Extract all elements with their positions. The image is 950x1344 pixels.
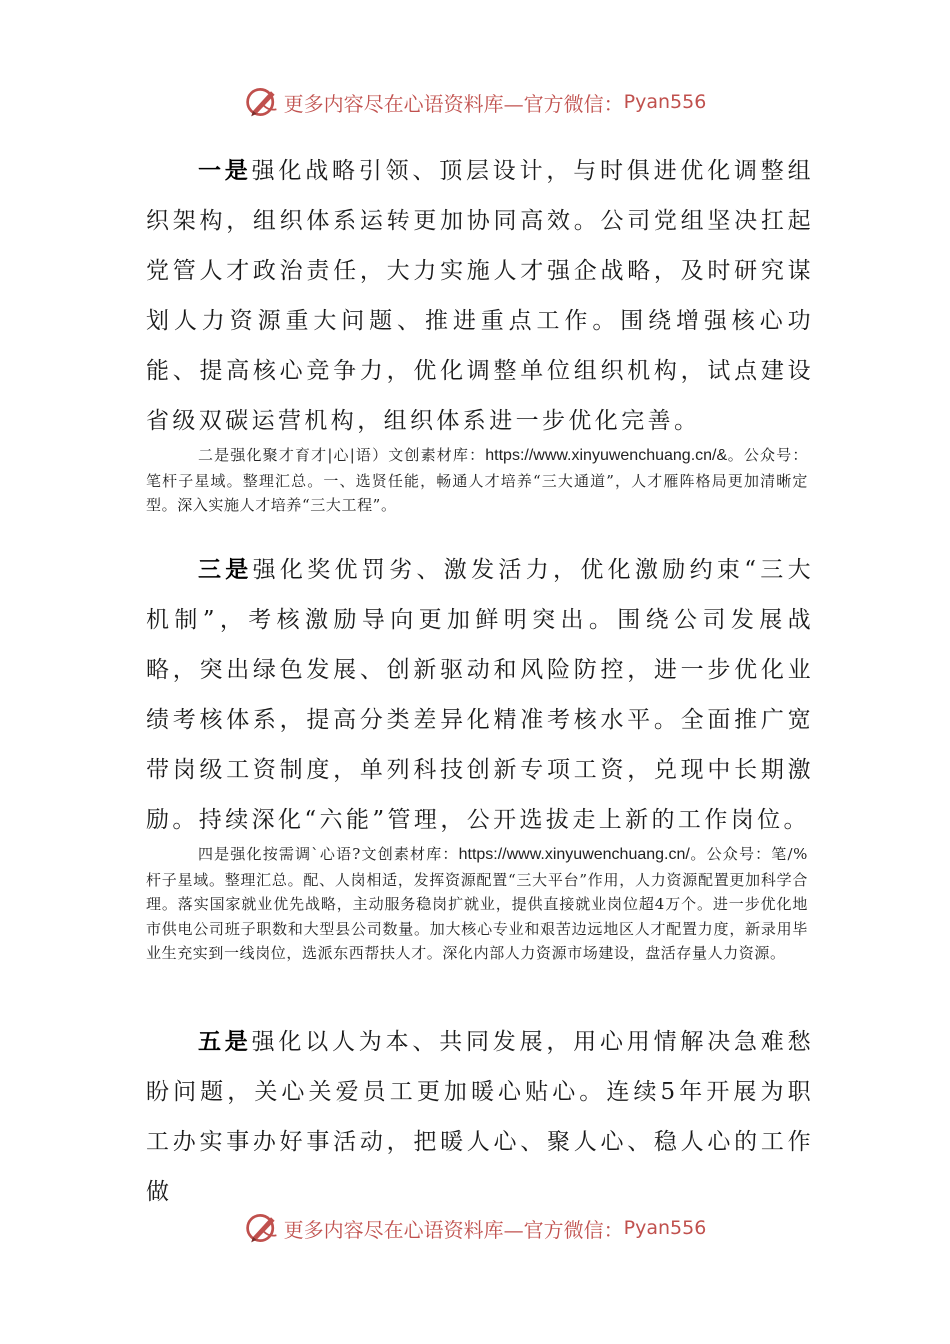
paragraph-five bbox=[146, 1017, 814, 1217]
header-banner bbox=[0, 82, 950, 122]
paragraph-text: 。公众号：笔杆子星域。整理汇总。一、选贤任能，畅通人才培养“三大通道”，人才雁阵格局更加清晰定型。深入实施人才培养“三大工程”。 bbox=[146, 446, 808, 514]
paragraph-one bbox=[146, 146, 814, 446]
paragraph-text: 。公众号：笔/%杆子星域。整理汇总。配、人岗相适，发挥资源配置“三大平台”作用，人力资源配置更加科学合理。落实国家就业优先战略，主动服务稳岗扩就业，提供直接就业岗位超4万个。进一步优化地市供电公司班子职数和大型县公司数量。加大核心专业和艰苦边远地区人才配置力度，新录用毕业生充实到一线岗位，选派东西帮扶人才。深化内部人力资源市场建设，盘活存量人力资源。 bbox=[146, 845, 808, 962]
paragraph-lead: 五是 bbox=[198, 1029, 252, 1055]
paragraph-two bbox=[146, 443, 808, 518]
pen-logo-icon bbox=[244, 1210, 280, 1246]
paragraph-body: 强化奖优罚劣、激发活力，优化激励约束“三大机制”，考核激励导向更加鲜明突出。围绕公司发展战略，突出绿色发展、创新驱动和风险防控，进一步优化业绩考核体系，提高分类差异化精准考核水平。全面推广宽带岗级工资制度，单列科技创新专项工资，兑现中长期激励。持续深化“六能”管理，公开选拔走上新的工作岗位。 bbox=[146, 557, 814, 833]
footer-banner bbox=[0, 1208, 950, 1248]
paragraph-lead: 一是 bbox=[198, 158, 252, 184]
paragraph-three bbox=[146, 545, 814, 845]
paragraph-lead: 三是 bbox=[198, 557, 253, 583]
paragraph-url: https://www.xinyuwenchuang.cn/ bbox=[458, 846, 690, 863]
paragraph-four bbox=[146, 842, 808, 966]
paragraph-body: 强化以人为本、共同发展，用心用情解决急难愁盼问题，关心关爱员工更加暖心贴心。连续5年开展为职工办实事办好事活动，把暖人心、聚人心、稳人心的工作做 bbox=[146, 1029, 814, 1205]
paragraph-body: 强化战略引领、顶层设计，与时俱进优化调整组织架构，组织体系运转更加协同高效。公司党组坚决扛起党管人才政治责任，大力实施人才强企战略，及时研究谋划人力资源重大问题、推进重点工作。围绕增强核心功能、提高核心竞争力，优化调整单位组织机构，试点建设省级双碳运营机构，组织体系进一步优化完善。 bbox=[146, 158, 814, 434]
banner-text: 更多内容尽在心语资料库—官方微信： bbox=[283, 1217, 624, 1242]
pen-logo-icon bbox=[244, 84, 280, 120]
paragraph-text: 二是强化聚才育才|心|语）文创素材库： bbox=[198, 446, 486, 464]
banner-contact: Pyan556 bbox=[623, 1217, 707, 1239]
banner-contact: Pyan556 bbox=[623, 91, 707, 113]
banner-text: 更多内容尽在心语资料库—官方微信： bbox=[283, 91, 624, 116]
paragraph-url: https://www.xinyuwenchuang.cn/& bbox=[485, 447, 728, 464]
paragraph-text: 四是强化按需调`心语?文创素材库： bbox=[198, 845, 459, 863]
